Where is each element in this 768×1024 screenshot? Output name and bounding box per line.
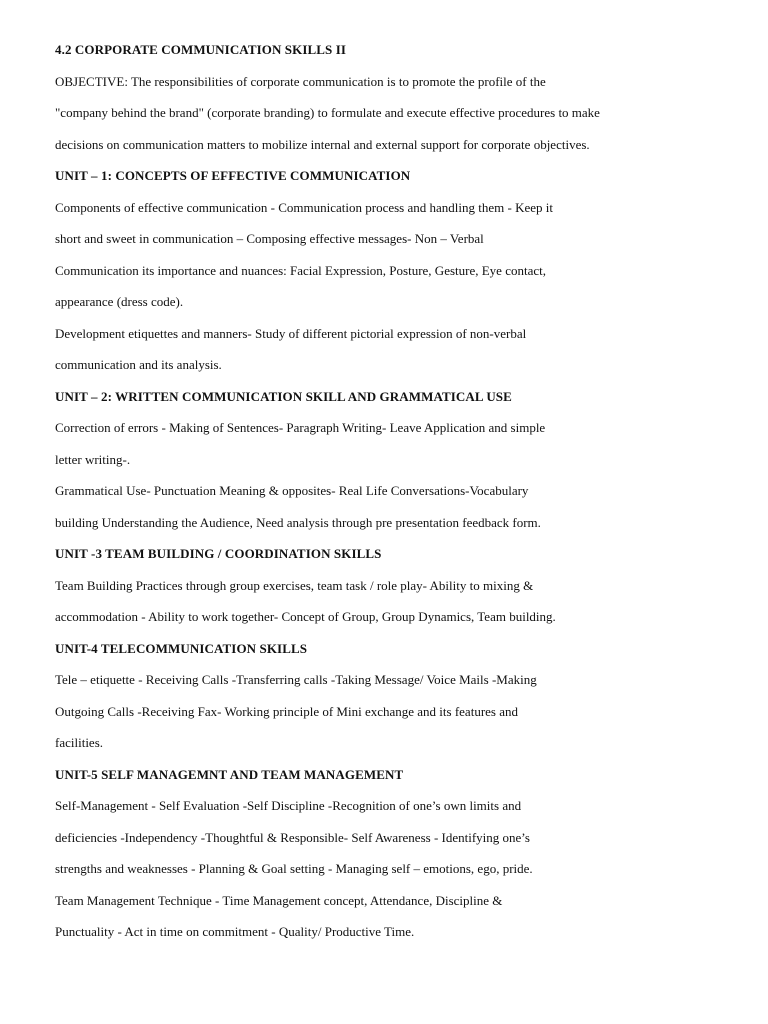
unit-1-line: Development etiquettes and manners- Study of different pictorial expression of non-verbal: [55, 325, 527, 341]
unit-1-heading: UNIT – 1: CONCEPTS OF EFFECTIVE COMMUNICATION: [55, 168, 411, 183]
unit-5-line: Team Management Technique - Time Management concept, Attendance, Discipline &: [55, 892, 503, 908]
unit-2-section: [55, 385, 715, 543]
document-page: [55, 38, 715, 952]
objective-line: decisions on communication matters to mobilize internal and external support for corporate objectives.: [55, 136, 590, 152]
unit-5-line: Punctuality - Act in time on commitment - Quality/ Productive Time.: [55, 924, 415, 939]
unit-3-section: [55, 542, 715, 637]
unit-5-line: Self-Management - Self Evaluation -Self Discipline -Recognition of one’s own limits and: [55, 798, 522, 813]
unit-5-heading: UNIT-5 SELF MANAGEMNT AND TEAM MANAGEMENT: [55, 766, 404, 782]
objective-line: OBJECTIVE: The responsibilities of corporate communication is to promote the profile of the: [55, 73, 546, 89]
unit-2-line: Correction of errors - Making of Sentences- Paragraph Writing- Leave Application and simple: [55, 420, 546, 435]
objective-paragraph: [55, 70, 715, 165]
unit-3-line: accommodation - Ability to work together- Concept of Group, Group Dynamics, Team building.: [55, 609, 556, 624]
unit-5-line: deficiencies -Independency -Thoughtful & Responsible- Self Awareness - Identifying one’s: [55, 829, 530, 845]
unit-3-line: Team Building Practices through group exercises, team task / role play- Ability to mixing &: [55, 577, 534, 593]
unit-2-line: building Understanding the Audience, Need analysis through pre presentation feedback form.: [55, 514, 541, 530]
objective-line: "company behind the brand" (corporate branding) to formulate and execute effective procedures to make: [55, 105, 600, 120]
unit-1-line: communication and its analysis.: [55, 357, 222, 372]
unit-4-line: facilities.: [55, 735, 104, 750]
unit-4-section: [55, 637, 715, 763]
unit-3-heading: UNIT -3 TEAM BUILDING / COORDINATION SKILLS: [55, 546, 382, 561]
unit-1-line: appearance (dress code).: [55, 294, 184, 309]
unit-5-line: strengths and weaknesses - Planning & Goal setting - Managing self – emotions, ego, pride.: [55, 861, 533, 876]
unit-2-line: letter writing-.: [55, 451, 131, 467]
unit-1-section: [55, 164, 715, 385]
unit-2-heading: UNIT – 2: WRITTEN COMMUNICATION SKILL AND GRAMMATICAL USE: [55, 388, 512, 404]
unit-5-section: [55, 763, 715, 952]
unit-4-line: Tele – etiquette - Receiving Calls -Transferring calls -Taking Message/ Voice Mails -Making: [55, 672, 537, 687]
unit-4-heading: UNIT-4 TELECOMMUNICATION SKILLS: [55, 640, 308, 656]
unit-1-line: Communication its importance and nuances: Facial Expression, Posture, Gesture, Eye contact,: [55, 262, 546, 278]
unit-4-line: Outgoing Calls -Receiving Fax- Working principle of Mini exchange and its features and: [55, 703, 518, 719]
document-title: 4.2 CORPORATE COMMUNICATION SKILLS II: [55, 42, 347, 57]
unit-1-line: Components of effective communication - Communication process and handling them - Keep it: [55, 199, 553, 215]
unit-1-line: short and sweet in communication – Composing effective messages- Non – Verbal: [55, 231, 484, 246]
unit-2-line: Grammatical Use- Punctuation Meaning & opposites- Real Life Conversations-Vocabulary: [55, 483, 529, 498]
